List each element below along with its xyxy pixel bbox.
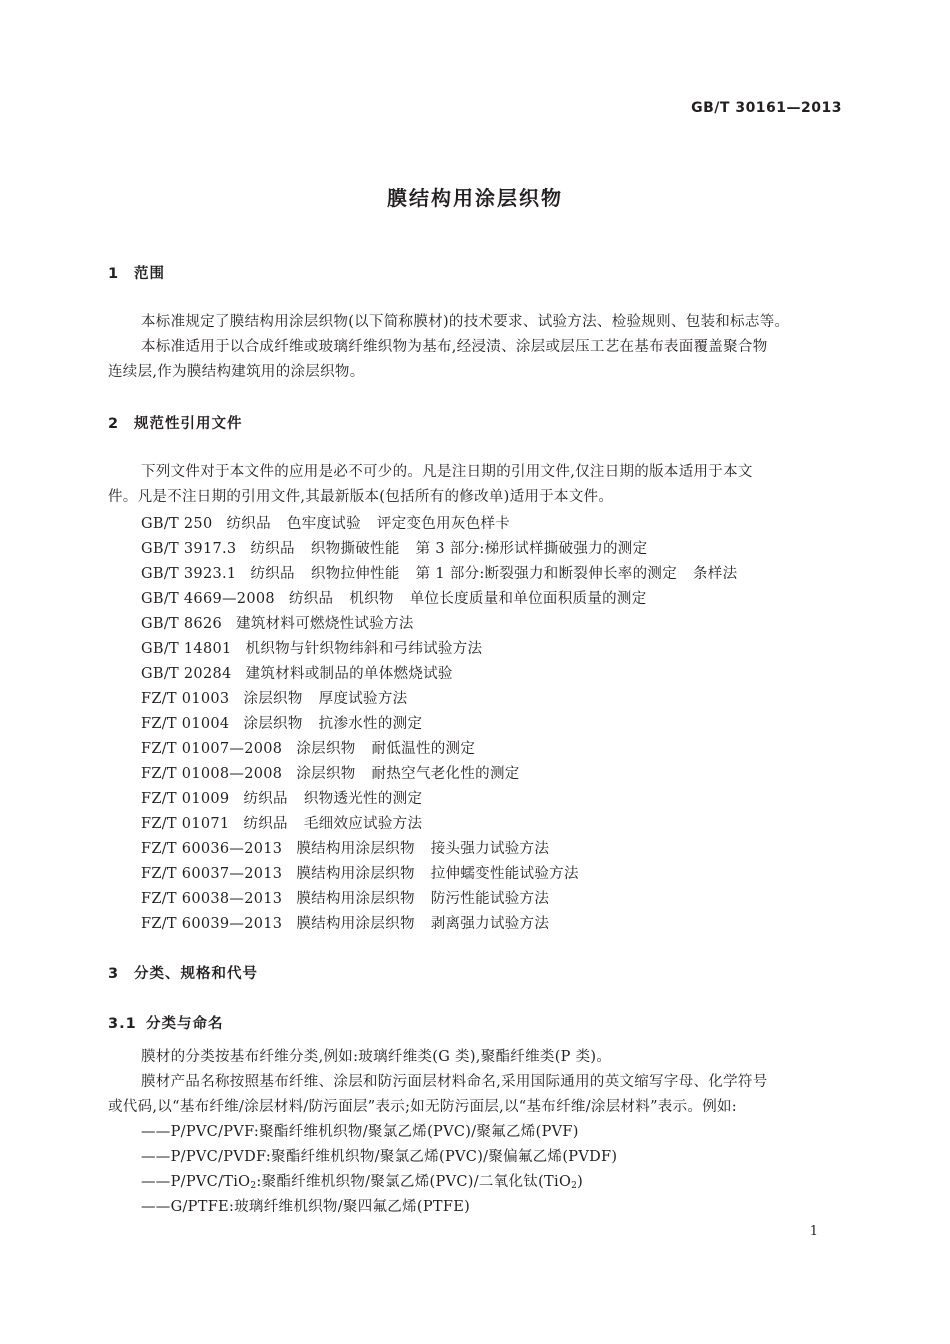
reference-title-part: 剥离强力试验方法 bbox=[430, 916, 550, 932]
reference-item bbox=[141, 912, 565, 933]
reference-item bbox=[141, 687, 423, 708]
section-3-1-number: 3.1 bbox=[108, 1016, 137, 1032]
reference-item bbox=[141, 862, 595, 883]
reference-item bbox=[141, 537, 663, 558]
reference-item bbox=[141, 787, 438, 808]
section-1-paragraph-1: 本标准规定了膜结构用涂层织物(以下简称膜材)的技术要求、试验方法、检验规则、包装和标志等。 bbox=[141, 314, 790, 330]
example-3-part-c: ) bbox=[577, 1174, 584, 1190]
reference-title-part: 条样法 bbox=[693, 566, 738, 582]
reference-code: FZ/T 01008—2008 bbox=[141, 766, 283, 782]
reference-code: GB/T 20284 bbox=[141, 666, 232, 682]
example-3-subscript-1: 2 bbox=[250, 1181, 257, 1191]
section-1-paragraph-2-line-1: 本标准适用于以合成纤维或玻璃纤维织物为基布,经浸渍、涂层或层压工艺在基布表面覆盖聚合物 bbox=[141, 339, 768, 355]
section-1-number: 1 bbox=[108, 266, 120, 282]
example-3-subscript-2: 2 bbox=[571, 1181, 578, 1191]
section-1-paragraph-2-line-2: 连续层,作为膜结构建筑用的涂层织物。 bbox=[108, 364, 365, 380]
reference-item bbox=[141, 837, 565, 858]
reference-title-part: 色牢度试验 bbox=[286, 516, 361, 532]
reference-item bbox=[141, 512, 526, 533]
reference-title-part: 单位长度质量和单位面积质量的测定 bbox=[409, 591, 647, 607]
reference-code: FZ/T 60036—2013 bbox=[141, 841, 283, 857]
reference-code: GB/T 250 bbox=[141, 516, 213, 532]
section-2-number: 2 bbox=[108, 416, 120, 432]
page-number: 1 bbox=[809, 1224, 818, 1239]
reference-title-part: 纺织品 bbox=[226, 516, 271, 532]
reference-title-part: 膜结构用涂层织物 bbox=[296, 891, 415, 907]
reference-title-part: 纺织品 bbox=[250, 566, 295, 582]
reference-item bbox=[141, 887, 565, 908]
example-3-part-b: :聚酯纤维机织物/聚氯乙烯(PVC)/二氧化钛(TiO bbox=[256, 1174, 572, 1190]
section-1-title: 范围 bbox=[134, 266, 165, 282]
reference-item bbox=[141, 562, 753, 583]
reference-code: FZ/T 60038—2013 bbox=[141, 891, 283, 907]
reference-title-part: 建筑材料可燃烧性试验方法 bbox=[236, 616, 414, 632]
reference-title-part: 评定变色用灰色样卡 bbox=[376, 516, 511, 532]
section-3-1-paragraph-2-line-1: 膜材产品名称按照基布纤维、涂层和防污面层材料命名,采用国际通用的英文缩写字母、化学符号 bbox=[141, 1074, 768, 1090]
reference-title-part: 涂层织物 bbox=[243, 716, 303, 732]
section-3-number: 3 bbox=[108, 966, 120, 982]
reference-item bbox=[141, 637, 498, 658]
section-3-1-paragraph-1: 膜材的分类按基布纤维分类,例如:玻璃纤维类(G 类),聚酯纤维类(P 类)。 bbox=[141, 1049, 612, 1065]
reference-code: FZ/T 01009 bbox=[141, 791, 230, 807]
example-item-3 bbox=[141, 1172, 583, 1196]
reference-item bbox=[141, 737, 491, 758]
reference-code: FZ/T 60039—2013 bbox=[141, 916, 283, 932]
section-2-intro-line-2: 件。凡是不注日期的引用文件,其最新版本(包括所有的修改单)适用于本文件。 bbox=[108, 489, 614, 505]
section-3-heading bbox=[108, 962, 258, 983]
reference-title-part: 耐热空气老化性的测定 bbox=[371, 766, 520, 782]
reference-title-part: 膜结构用涂层织物 bbox=[296, 841, 415, 857]
reference-title-part: 机织物与针织物纬斜和弓纬试验方法 bbox=[245, 641, 483, 657]
reference-code: FZ/T 01007—2008 bbox=[141, 741, 283, 757]
reference-code: FZ/T 01071 bbox=[141, 816, 230, 832]
document-title: 膜结构用涂层织物 bbox=[387, 186, 563, 210]
reference-title-part: 纺织品 bbox=[243, 791, 288, 807]
example-3-part-a: ——P/PVC/TiO bbox=[141, 1174, 251, 1190]
section-2-title: 规范性引用文件 bbox=[134, 416, 243, 432]
reference-title-part: 抗渗水性的测定 bbox=[318, 716, 423, 732]
reference-title-part: 织物撕破性能 bbox=[310, 541, 400, 557]
section-3-title: 分类、规格和代号 bbox=[134, 966, 258, 982]
reference-title-part: 第 1 部分:断裂强力和断裂伸长率的测定 bbox=[415, 566, 677, 582]
section-2-intro-line-1: 下列文件对于本文件的应用是必不可少的。凡是注日期的引用文件,仅注日期的版本适用于本文 bbox=[141, 464, 753, 480]
reference-title-part: 第 3 部分:梯形试样撕破强力的测定 bbox=[415, 541, 648, 557]
reference-code: GB/T 4669—2008 bbox=[141, 591, 275, 607]
reference-code: FZ/T 01003 bbox=[141, 691, 230, 707]
section-3-1-paragraph-2-line-2: 或代码,以“基布纤维/涂层材料/防污面层”表示;如无防污面层,以“基布纤维/涂层材料”表示。例如: bbox=[108, 1099, 737, 1115]
reference-item bbox=[141, 762, 536, 783]
reference-code: FZ/T 60037—2013 bbox=[141, 866, 283, 882]
reference-title-part: 膜结构用涂层织物 bbox=[296, 916, 415, 932]
example-item-1: ——P/PVC/PVF:聚酯纤维机织物/聚氯乙烯(PVC)/聚氟乙烯(PVF) bbox=[141, 1124, 579, 1140]
section-3-1-title: 分类与命名 bbox=[146, 1016, 224, 1032]
reference-title-part: 涂层织物 bbox=[296, 766, 356, 782]
reference-title-part: 耐低温性的测定 bbox=[371, 741, 476, 757]
reference-title-part: 毛细效应试验方法 bbox=[303, 816, 423, 832]
example-item-4: ——G/PTFE:玻璃纤维机织物/聚四氟乙烯(PTFE) bbox=[141, 1199, 471, 1215]
reference-code: GB/T 14801 bbox=[141, 641, 232, 657]
reference-item bbox=[141, 662, 469, 683]
document-code: GB/T 30161—2013 bbox=[691, 100, 842, 116]
reference-title-part: 纺织品 bbox=[288, 591, 334, 607]
reference-code: GB/T 3923.1 bbox=[141, 566, 237, 582]
section-3-1-heading bbox=[108, 1012, 224, 1033]
reference-code: GB/T 8626 bbox=[141, 616, 223, 632]
reference-title-part: 纺织品 bbox=[250, 541, 295, 557]
reference-item bbox=[141, 812, 438, 833]
reference-title-part: 涂层织物 bbox=[243, 691, 303, 707]
reference-title-part: 拉伸蠕变性能试验方法 bbox=[430, 866, 579, 882]
reference-title-part: 涂层织物 bbox=[296, 741, 356, 757]
section-2-heading bbox=[108, 412, 243, 433]
example-item-2: ——P/PVC/PVDF:聚酯纤维机织物/聚氯乙烯(PVC)/聚偏氟乙烯(PVDF) bbox=[141, 1149, 618, 1165]
reference-title-part: 机织物 bbox=[349, 591, 394, 607]
reference-code: FZ/T 01004 bbox=[141, 716, 230, 732]
reference-title-part: 纺织品 bbox=[243, 816, 288, 832]
reference-title-part: 织物透光性的测定 bbox=[303, 791, 423, 807]
reference-title-part: 建筑材料或制品的单体燃烧试验 bbox=[245, 666, 453, 682]
reference-title-part: 厚度试验方法 bbox=[318, 691, 408, 707]
reference-title-part: 膜结构用涂层织物 bbox=[296, 866, 415, 882]
section-1-heading bbox=[108, 262, 165, 283]
reference-item bbox=[141, 587, 663, 608]
reference-item bbox=[141, 612, 430, 633]
reference-title-part: 防污性能试验方法 bbox=[430, 891, 550, 907]
reference-title-part: 织物拉伸性能 bbox=[310, 566, 400, 582]
reference-item bbox=[141, 712, 438, 733]
reference-title-part: 接头强力试验方法 bbox=[430, 841, 550, 857]
reference-code: GB/T 3917.3 bbox=[141, 541, 237, 557]
